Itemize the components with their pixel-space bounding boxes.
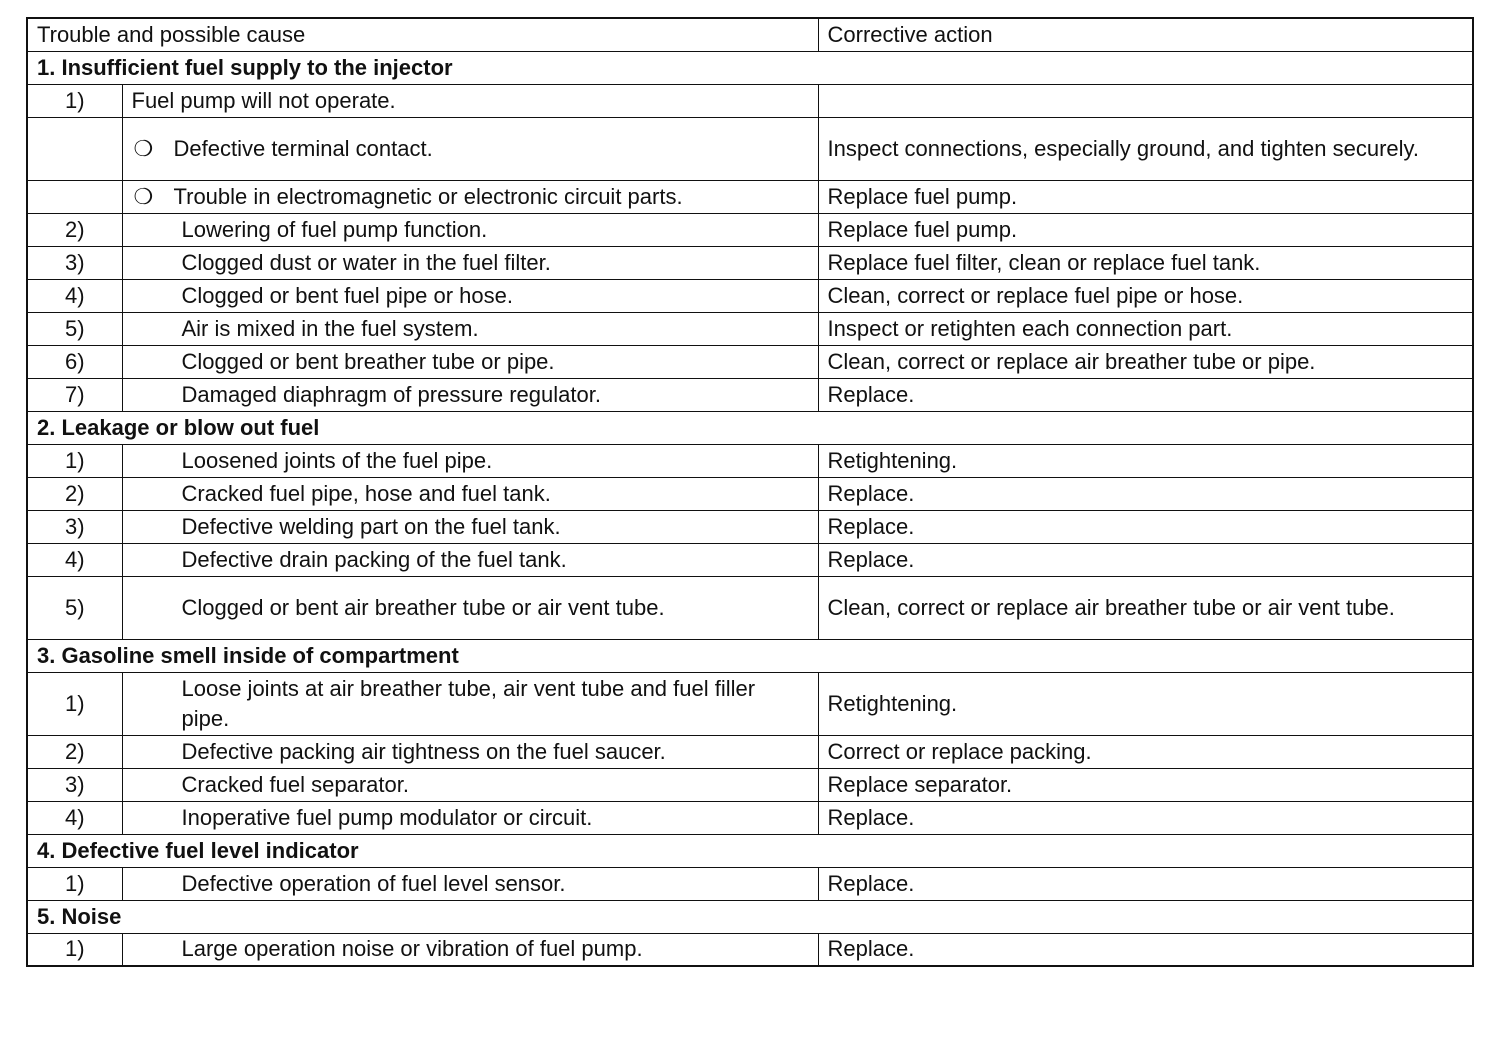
row-cause: Damaged diaphragm of pressure regulator. — [122, 378, 818, 411]
table-row — [27, 213, 1473, 246]
table-row — [27, 312, 1473, 345]
table-row — [27, 867, 1473, 900]
row-cause: Loose joints at air breather tube, air vent tube and fuel filler pipe. — [122, 672, 818, 735]
row-number: 2) — [27, 735, 122, 768]
row-action: Replace. — [818, 510, 1473, 543]
row-cause — [122, 117, 818, 180]
table-row — [27, 444, 1473, 477]
row-action: Replace separator. — [818, 768, 1473, 801]
section-title: 5. Noise — [27, 900, 1473, 933]
row-number: 1) — [27, 444, 122, 477]
row-action: Correct or replace packing. — [818, 735, 1473, 768]
section-title: 4. Defective fuel level indicator — [27, 834, 1473, 867]
row-number-empty — [27, 180, 122, 213]
row-number: 4) — [27, 279, 122, 312]
circle-bullet-icon: ❍ — [133, 183, 154, 209]
table-row — [27, 378, 1473, 411]
row-cause: Cracked fuel separator. — [122, 768, 818, 801]
row-cause: Fuel pump will not operate. — [122, 84, 818, 117]
troubleshooting-table — [26, 17, 1474, 967]
row-cause: Inoperative fuel pump modulator or circuit. — [122, 801, 818, 834]
row-action: Replace. — [818, 477, 1473, 510]
row-number: 3) — [27, 510, 122, 543]
row-action: Replace fuel pump. — [818, 180, 1473, 213]
row-action: Clean, correct or replace air breather tube or pipe. — [818, 345, 1473, 378]
table-row — [27, 576, 1473, 639]
row-cause: Lowering of fuel pump function. — [122, 213, 818, 246]
row-number: 7) — [27, 378, 122, 411]
row-action: Retightening. — [818, 672, 1473, 735]
row-action: Replace. — [818, 543, 1473, 576]
row-cause: Large operation noise or vibration of fuel pump. — [122, 933, 818, 966]
section-row — [27, 900, 1473, 933]
row-action: Replace. — [818, 801, 1473, 834]
row-number: 2) — [27, 213, 122, 246]
row-cause: Defective drain packing of the fuel tank. — [122, 543, 818, 576]
table-row — [27, 345, 1473, 378]
table-row — [27, 933, 1473, 966]
row-number: 4) — [27, 801, 122, 834]
table-row — [27, 180, 1473, 213]
section-row — [27, 834, 1473, 867]
row-cause: Loosened joints of the fuel pipe. — [122, 444, 818, 477]
table-row — [27, 510, 1473, 543]
table-row — [27, 672, 1473, 735]
row-action: Clean, correct or replace air breather tube or air vent tube. — [818, 576, 1473, 639]
row-cause-text: Trouble in electromagnetic or electronic circuit parts. — [173, 183, 683, 209]
row-action: Inspect or retighten each connection part. — [818, 312, 1473, 345]
row-number: 1) — [27, 867, 122, 900]
table-row — [27, 246, 1473, 279]
table-row — [27, 768, 1473, 801]
row-action — [818, 84, 1473, 117]
row-number: 3) — [27, 246, 122, 279]
table-row — [27, 84, 1473, 117]
row-number: 2) — [27, 477, 122, 510]
row-action: Replace fuel filter, clean or replace fuel tank. — [818, 246, 1473, 279]
header-cause: Trouble and possible cause — [27, 18, 818, 51]
row-number: 1) — [27, 672, 122, 735]
table-row — [27, 543, 1473, 576]
section-row — [27, 51, 1473, 84]
row-cause: Defective packing air tightness on the fuel saucer. — [122, 735, 818, 768]
row-number: 1) — [27, 84, 122, 117]
table-row — [27, 279, 1473, 312]
row-action: Replace. — [818, 378, 1473, 411]
row-number: 3) — [27, 768, 122, 801]
row-cause: Clogged or bent breather tube or pipe. — [122, 345, 818, 378]
row-number: 5) — [27, 576, 122, 639]
row-number: 6) — [27, 345, 122, 378]
table-row — [27, 801, 1473, 834]
header-action: Corrective action — [818, 18, 1473, 51]
table-row — [27, 477, 1473, 510]
row-action: Retightening. — [818, 444, 1473, 477]
row-action: Replace. — [818, 867, 1473, 900]
section-title: 3. Gasoline smell inside of compartment — [27, 639, 1473, 672]
header-row — [27, 18, 1473, 51]
row-number: 5) — [27, 312, 122, 345]
row-cause: Clogged dust or water in the fuel filter. — [122, 246, 818, 279]
section-title: 1. Insufficient fuel supply to the injector — [27, 51, 1473, 84]
row-cause: Defective operation of fuel level sensor. — [122, 867, 818, 900]
row-number: 1) — [27, 933, 122, 966]
row-action: Inspect connections, especially ground, and tighten securely. — [818, 117, 1473, 180]
section-row — [27, 411, 1473, 444]
row-cause: Clogged or bent air breather tube or air vent tube. — [122, 576, 818, 639]
row-action: Clean, correct or replace fuel pipe or hose. — [818, 279, 1473, 312]
row-cause: Air is mixed in the fuel system. — [122, 312, 818, 345]
row-cause-text: Defective terminal contact. — [173, 135, 433, 161]
section-row — [27, 639, 1473, 672]
row-cause: Defective welding part on the fuel tank. — [122, 510, 818, 543]
row-number-empty — [27, 117, 122, 180]
table-row — [27, 735, 1473, 768]
circle-bullet-icon: ❍ — [133, 135, 154, 161]
section-title: 2. Leakage or blow out fuel — [27, 411, 1473, 444]
row-cause: Clogged or bent fuel pipe or hose. — [122, 279, 818, 312]
row-action: Replace fuel pump. — [818, 213, 1473, 246]
row-action: Replace. — [818, 933, 1473, 966]
row-cause: Cracked fuel pipe, hose and fuel tank. — [122, 477, 818, 510]
row-number: 4) — [27, 543, 122, 576]
table-row — [27, 117, 1473, 180]
row-cause — [122, 180, 818, 213]
